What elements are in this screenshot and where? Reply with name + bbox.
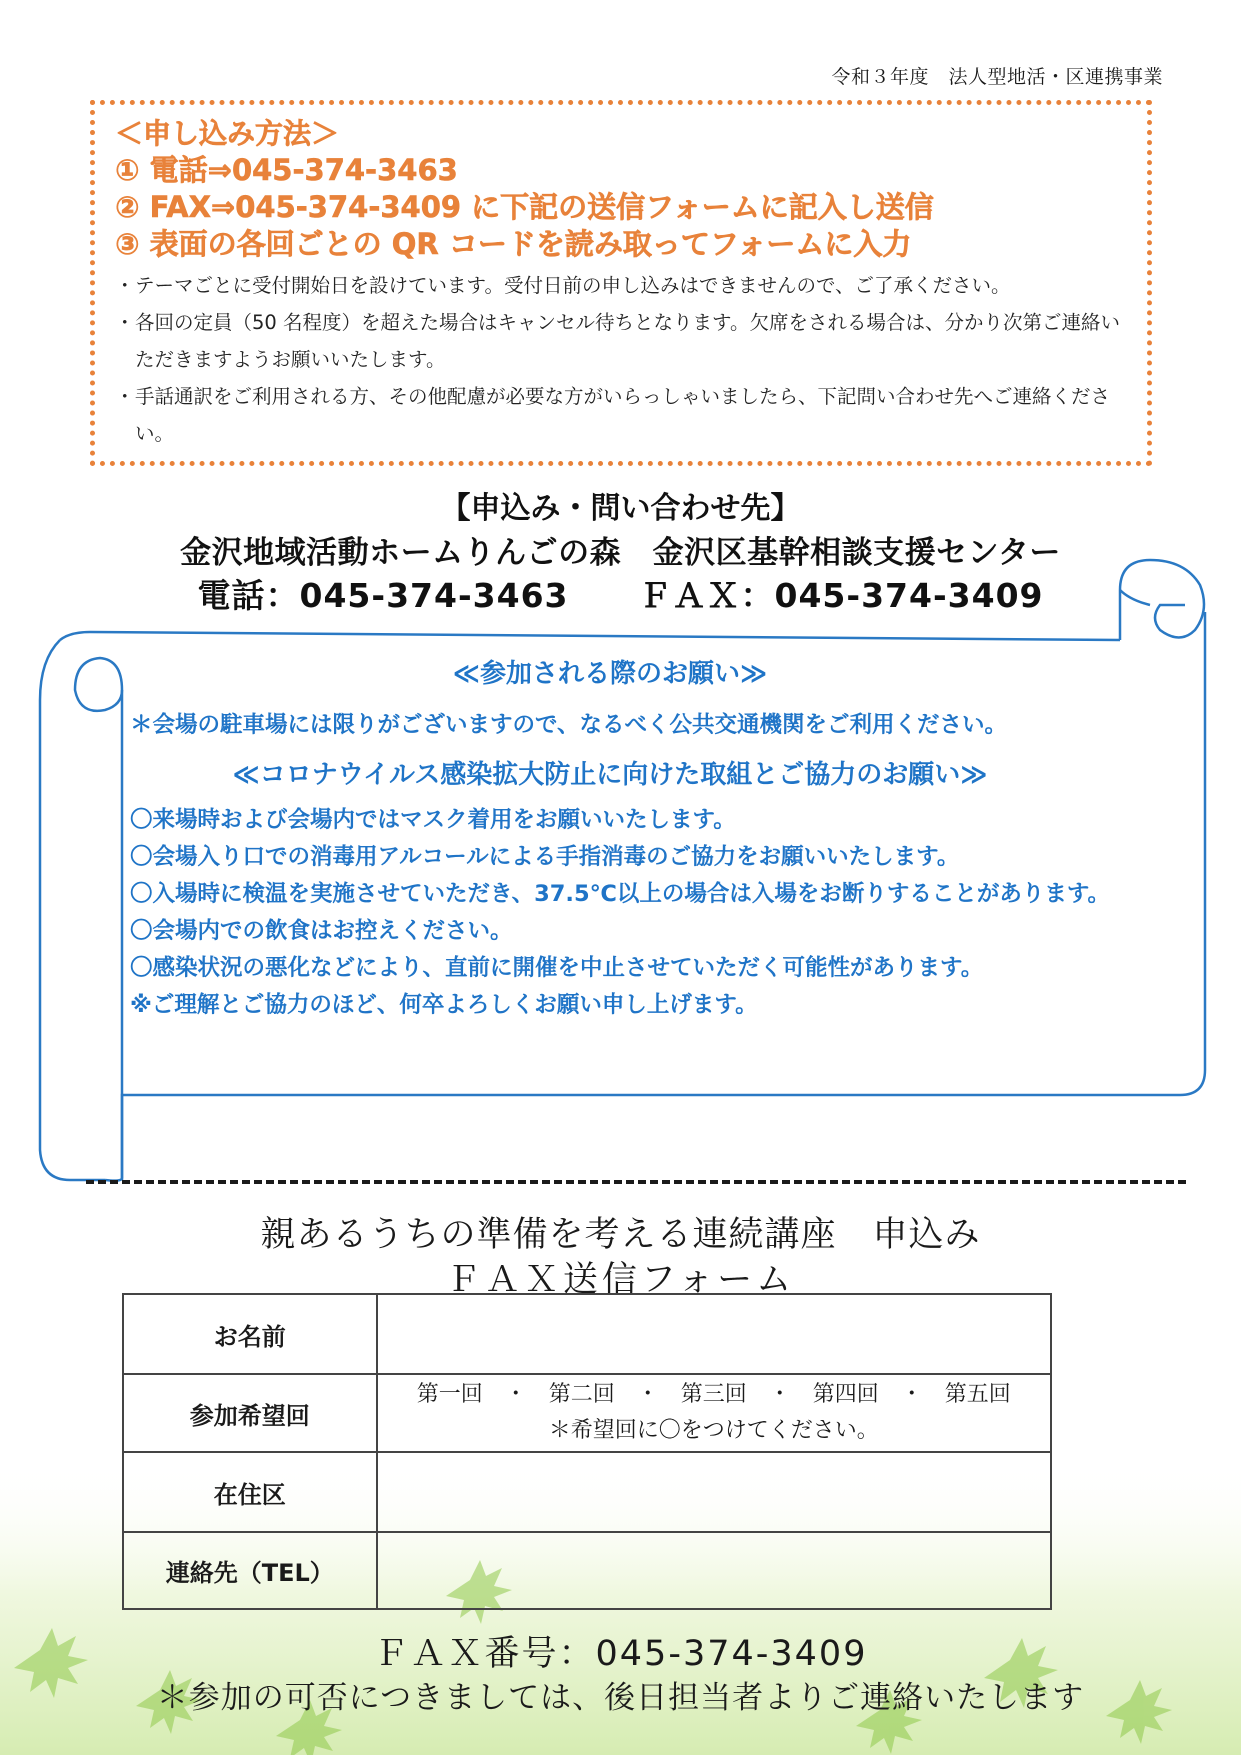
covid-measure-item: ※ご理解とご協力のほど、何卒よろしくお願い申し上げます。	[130, 992, 758, 1018]
contact-organization: 金沢地域活動ホームりんごの森 金沢区基幹相談支援センター	[180, 535, 1061, 571]
form-row-sessions	[123, 1374, 1051, 1452]
ward-field[interactable]	[377, 1452, 1051, 1532]
notice-heading-covid: ≪コロナウイルス感染拡大防止に向けた取組とご協力のお願い≫	[232, 760, 988, 790]
bullet-mark: ・	[115, 311, 135, 334]
sessions-field[interactable]	[377, 1374, 1051, 1452]
apply-method-qr: ③ 表面の各回ごとの QR コードを読み取ってフォームに入力	[115, 227, 912, 261]
apply-note-text: 手話通訳をご利用される方、その他配慮が必要な方がいらっしゃいましたら、下記問い合わせ先へご連絡ください。	[135, 385, 1111, 445]
form-title: 親あるうちの準備を考える連続講座 申込み	[260, 1215, 981, 1255]
fax-form-table	[122, 1293, 1052, 1610]
contact-field[interactable]	[377, 1532, 1051, 1609]
contact-heading: 【申込み・問い合わせ先】	[440, 491, 801, 526]
apply-note-text: テーマごとに受付開始日を設けています。受付日前の申し込みはできませんので、ご了承ください。	[135, 274, 1011, 297]
notice-content	[130, 655, 1140, 1024]
covid-measure-item: 〇会場内での飲食はお控えください。	[130, 918, 513, 944]
form-subtitle: ＦＡＸ送信フォーム	[445, 1260, 796, 1300]
form-row-ward	[123, 1452, 1051, 1532]
scroll-left-outline	[40, 640, 105, 1180]
apply-method-fax: ② FAX⇒045-374-3409 に下記の送信フォームに記入し送信	[115, 190, 934, 224]
covid-measures-list	[130, 802, 1140, 1024]
covid-measure-item: 〇会場入り口での消毒用アルコールによる手指消毒のご協力をお願いいたします。	[130, 844, 960, 870]
notice-parking: ＊会場の駐車場には限りがございますので、なるべく公共交通機関をご利用ください。	[130, 712, 1008, 738]
covid-measure-item: 〇感染状況の悪化などにより、直前に開催を中止させていただく可能性があります。	[130, 955, 984, 981]
label-sessions: 参加希望回	[123, 1374, 377, 1452]
contact-phone: 電話：045-374-3463	[197, 576, 569, 615]
scroll-top-edge	[60, 632, 1120, 640]
header-note: 令和３年度 法人型地活・区連携事業	[831, 66, 1163, 88]
form-row-contact	[123, 1532, 1051, 1609]
label-name: お名前	[123, 1294, 377, 1374]
bullet-mark: ・	[115, 385, 135, 408]
label-contact: 連絡先（TEL）	[123, 1532, 377, 1609]
fax-number: ＦＡＸ番号：045-374-3409	[373, 1634, 868, 1674]
apply-method-phone: ① 電話⇒045-374-3463	[115, 153, 458, 187]
notice-heading-participation: ≪参加される際のお願い≫	[452, 659, 768, 689]
covid-measure-item: 〇入場時に検温を実施させていただき、37.5℃以上の場合は入場をお断りすることがあります。	[130, 881, 1111, 907]
cut-line-divider	[86, 1180, 1186, 1184]
session-instruction: ＊希望回に〇をつけてください。	[548, 1418, 879, 1443]
covid-measure-item: 〇来場時および会場内ではマスク着用をお願いいたします。	[130, 807, 736, 833]
bullet-mark: ・	[115, 274, 135, 297]
name-field[interactable]	[377, 1294, 1051, 1374]
session-options: 第一回 ・ 第二回 ・ 第三回 ・ 第四回 ・ 第五回	[416, 1382, 1011, 1407]
contact-fax: ＦＡＸ：045-374-3409	[638, 576, 1044, 615]
apply-note-text: 各回の定員（50 名程度）を超えた場合はキャンセル待ちとなります。欠席をされる場合は、分かり次第ご連絡いただきますようお願いいたします。	[135, 311, 1120, 371]
form-row-name	[123, 1294, 1051, 1374]
label-ward: 在住区	[123, 1452, 377, 1532]
reply-note: ＊参加の可否につきましては、後日担当者よりご連絡いたします	[156, 1680, 1085, 1716]
scroll-left-curl	[75, 658, 122, 711]
apply-title: ＜申し込み方法＞	[115, 117, 340, 150]
